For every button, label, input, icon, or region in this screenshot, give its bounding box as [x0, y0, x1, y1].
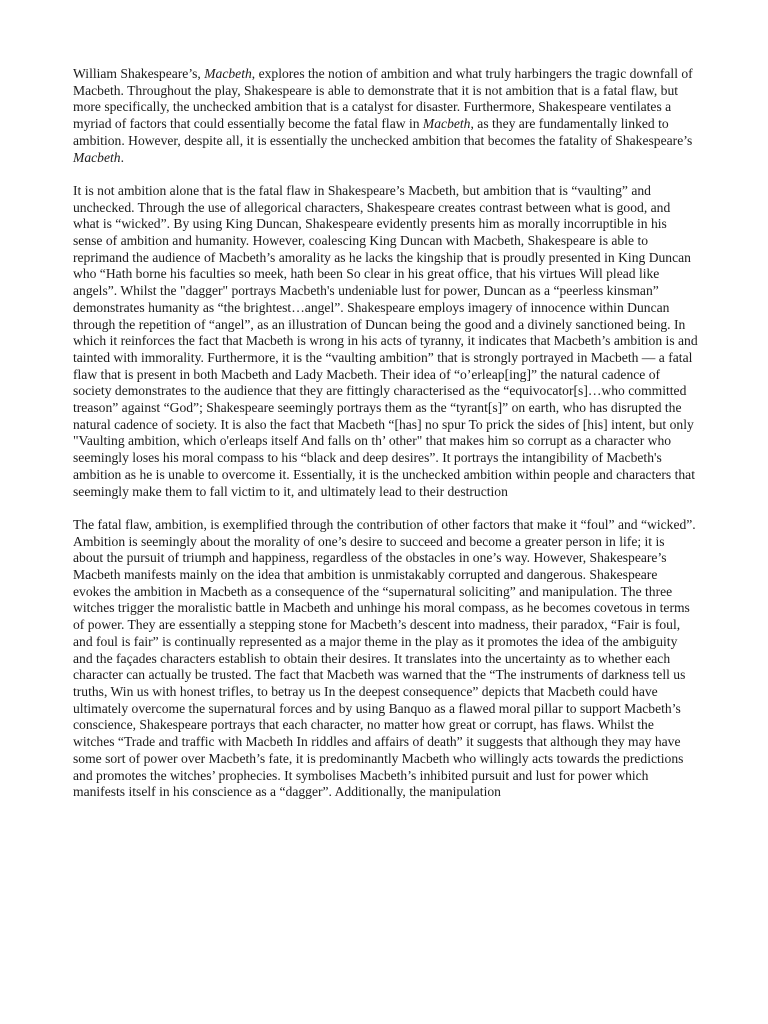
play-title: Macbeth [422, 116, 471, 132]
body-paragraph-2: It is not ambition alone that is the fatal flaw in Shakespeare’s Macbeth, but ambition that is “vaulting” and unchecked. Through the use of allegorical characters, Shakespeare creates contrast between what is good, and what is “wicked”. By using King Duncan, Shakespeare evidently presents him as morally incorruptible in his sense of ambition and humanity. However, coalescing King Duncan with Macbeth, Shakespeare is able to reprimand the audience of Macbeth’s amorality as he lacks the kingship that is proudly presented in King Duncan who “Hath borne his faculties so meek, hath been So clear in his great office, that his virtues Will plead like angels”. Whilst the "dagger" portrays Macbeth's undeniable lust for power, Duncan as a “peerless kinsman” demonstrates humanity as “the brightest…angel”. Shakespeare employs imagery of innocence within Duncan through the repetition of “angel”, as an illustration of Duncan being the good and a divinely sanctioned being. In which it reinforces the fact that Macbeth is wrong in his acts of tyranny, it indicates that Macbeth’s ambition is and tainted with immorality. Furthermore, it is the “vaulting ambition” that is strongly portrayed in Macbeth — a fatal flaw that is present in both Macbeth and Lady Macbeth. Their idea of “o’erleap[ing]” the natural cadence of society demonstrates to the audience that they are fittingly characterised as the “equivocator[s]…who committed treason” against “God”; Shakespeare seemingly portrays them as the “tyrant[s]” on earth, who has disrupted the natural cadence of society. It is also the fact that Macbeth “[has] no spur To prick the sides of [his] intent, but only "Vaulting ambition, which o'erleaps itself And falls on th’ other" that makes him so corrupt as a character who seemingly loses his moral compass to his “black and deep desires”. It portrays the intangibility of Macbeth's ambition as he is unable to overcome it. Essentially, it is the unchecked ambition within people and characters that seemingly make them to fall victim to it, and ultimately lead to their destruction [73, 182, 698, 499]
document-page [73, 66, 698, 801]
play-title: Macbeth [73, 149, 121, 165]
intro-text-1: William Shakespeare’s, [73, 66, 205, 81]
body-paragraph-3: The fatal flaw, ambition, is exemplified through the contribution of other factors that make it “foul” and “wicked”. Ambition is seemingly about the morality of one’s desire to succeed and become a greater person in life; it is about the pursuit of triumph and happiness, regardless of the obstacles in one’s way. However, Shakespeare’s Macbeth manifests mainly on the idea that ambition is unmistakably corrupted and dangerous. Shakespeare evokes the ambition in Macbeth as a consequence of the “supernatural soliciting” and manipulation. The three witches trigger the moralistic battle in Macbeth and unhinge his moral compass, as he becomes covetous in terms of power. They are essentially a stepping stone for Macbeth’s descent into madness, their paradox, “Fair is foul, and foul is fair” is continually represented as a major theme in the play as it promotes the idea of the ambiguity and the façades characters establish to obtain their desires. It translates into the uncertainty as to whether each character can actually be trusted. The fact that Macbeth was warned that the “The instruments of darkness tell us truths, Win us with honest trifles, to betray us In the deepest consequence” depicts that Macbeth could have ultimately overcome the supernatural forces and by using Banquo as a flawed moral pillar to support Macbeth’s conscience, Shakespeare portrays that each character, no matter how great or corrupt, has flaws. Whilst the witches “Trade and traffic with Macbeth In riddles and affairs of death” it suggests that although they may have some sort of power over Macbeth’s fate, it is predominantly Macbeth who willingly acts towards the predictions and promotes the witches’ prophecies. It symbolises Macbeth’s inhibited pursuit and lust for power which manifests itself in his conscience as a “dagger”. Additionally, the manipulation [73, 516, 696, 800]
intro-text-4: . [120, 149, 124, 165]
intro-paragraph [73, 66, 698, 166]
intro-text-3: , as they are fundamentally linked to ambition. However, despite all, it is essentially the unchecked ambition that becomes the fatality of Shakespeare’s [73, 116, 693, 148]
play-title: Macbeth [204, 66, 252, 81]
intro-text-2: , explores the notion of ambition and what truly harbingers the tragic downfall of Macbeth. Throughout the play, Shakespeare is able to demonstrate that it is not ambition that is a fatal flaw, but more specifically, the unchecked ambition that is a catalyst for disaster. Furthermore, Shakespeare ventilates a myriad of factors that could essentially become the fatal flaw in [73, 66, 693, 132]
